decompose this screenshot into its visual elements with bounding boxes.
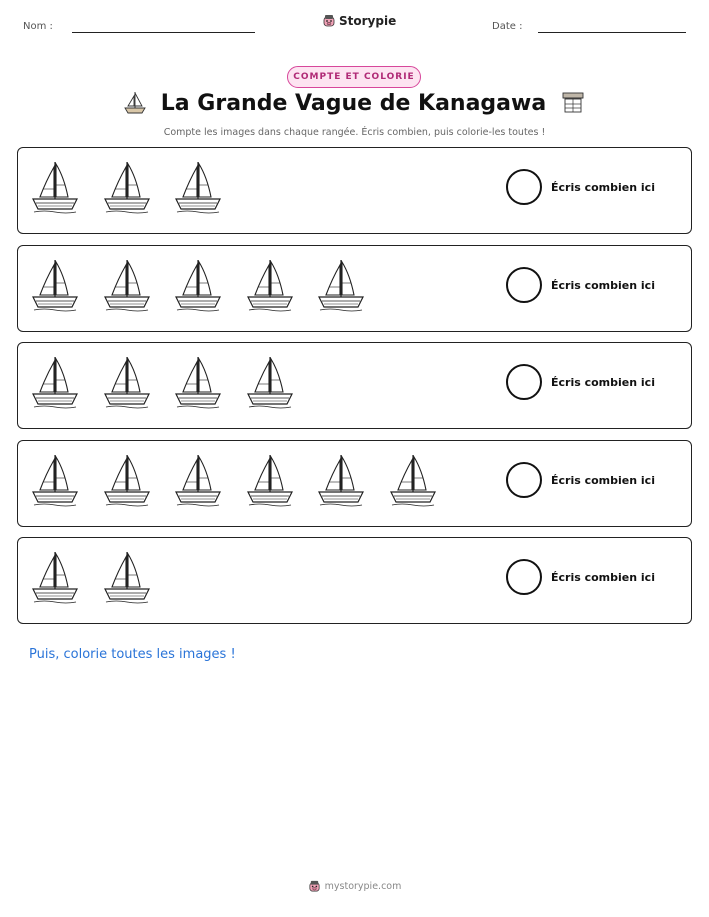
sailboat-icon (102, 549, 152, 607)
sailboat-icon (173, 159, 223, 217)
name-line[interactable] (72, 32, 255, 33)
sailboat-icon (173, 452, 223, 510)
brand-name: Storypie (339, 14, 397, 28)
sailboat-icon (30, 354, 80, 412)
instructions: Compte les images dans chaque rangée. Écris combien, puis colorie-les toutes ! (163, 127, 546, 138)
activity-badge: COMPTE ET COLORIE (287, 66, 421, 88)
count-row (17, 147, 692, 234)
count-row (17, 537, 692, 624)
date-label: Date : (492, 21, 523, 32)
sailboat-icon (245, 452, 295, 510)
count-row (17, 342, 692, 429)
sailboat-icon (102, 257, 152, 315)
sailboat-icon (245, 257, 295, 315)
answer-circle[interactable] (506, 364, 542, 400)
name-label: Nom : (23, 21, 53, 32)
sailboat-icon (30, 257, 80, 315)
footer-instruction: Puis, colorie toutes les images ! (29, 647, 236, 662)
answer-label: Écris combien ici (551, 571, 655, 584)
sailboat-icon (102, 452, 152, 510)
brand-logo (322, 14, 396, 28)
sailboat-icon (173, 354, 223, 412)
answer-label: Écris combien ici (551, 376, 655, 389)
answer-circle[interactable] (506, 267, 542, 303)
page-title: La Grande Vague de Kanagawa (160, 90, 547, 116)
sailboat-icon (102, 354, 152, 412)
sailboat-icon (123, 90, 147, 116)
pig-mascot-icon (322, 14, 336, 28)
sailboat-icon (388, 452, 438, 510)
sailboat-icon (30, 159, 80, 217)
sailboat-icon (316, 257, 366, 315)
answer-label: Écris combien ici (551, 473, 655, 487)
answer-label: Écris combien ici (551, 278, 655, 292)
sailboat-icon (245, 354, 295, 412)
sailboat-icon (316, 452, 366, 510)
shop-stall-icon (560, 90, 586, 116)
sailboat-icon (30, 549, 80, 607)
date-line[interactable] (538, 32, 686, 33)
answer-label: Écris combien ici (551, 181, 655, 194)
answer-circle[interactable] (506, 462, 542, 498)
sailboat-icon (30, 452, 80, 510)
count-row (17, 440, 692, 527)
answer-circle[interactable] (506, 559, 542, 595)
footer-url: mystorypie.com (324, 881, 402, 892)
footer-brand (0, 880, 709, 893)
answer-circle[interactable] (506, 169, 542, 205)
sailboat-icon (102, 159, 152, 217)
pig-mascot-icon (308, 880, 321, 893)
title-row (0, 90, 709, 116)
count-row (17, 245, 692, 332)
sailboat-icon (173, 257, 223, 315)
